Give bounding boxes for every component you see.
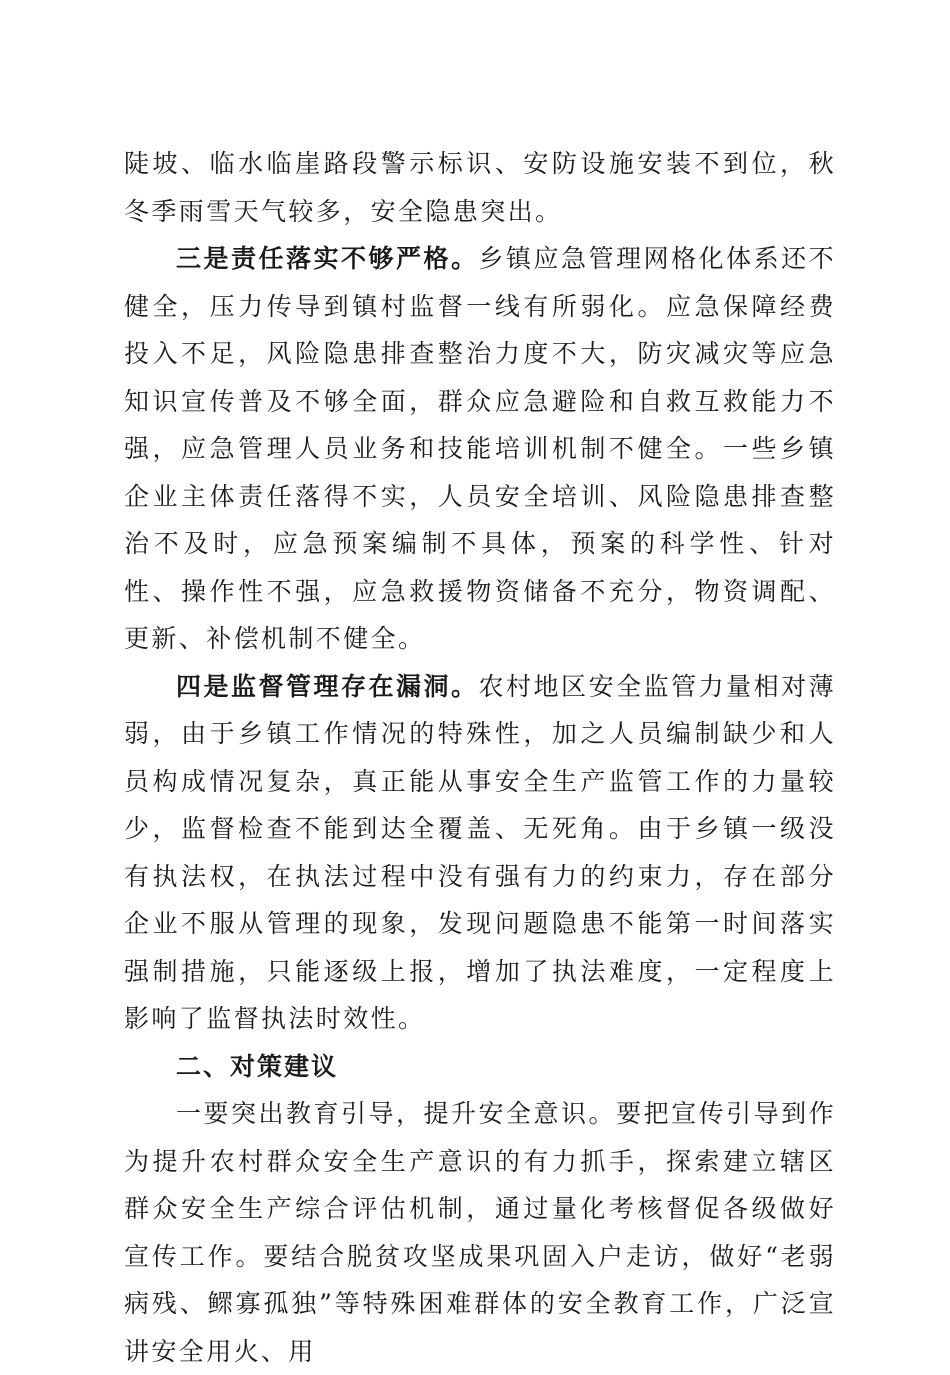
document-body	[124, 140, 836, 1375]
paragraph-text: 农村地区安全监管力量相对薄弱，由于乡镇工作情况的特殊性，加之人员编制缺少和人员构成情况复杂，真正能从事安全生产监管工作的力量较少，监督检查不能到达全覆盖、无死角。由于乡镇一级没有执法权，在执法过程中没有强有力的约束力，存在部分企业不服从管理的现象，发现问题隐患不能第一时间落实强制措施，只能逐级上报，增加了执法难度，一定程度上影响了监督执法时效性。	[124, 671, 836, 1033]
paragraph-text: 一要突出教育引导，提升安全意识。要把宣传引导到作为提升农村群众安全生产意识的有力抓手，探索建立辖区群众安全生产综合评估机制，通过量化考核督促各级做好宣传工作。要结合脱贫攻坚成果巩固入户走访，做好“老弱病残、鳏寡孤独”等特殊困难群体的安全教育工作，广泛宣讲安全用火、用	[124, 1099, 836, 1366]
paragraph-responsibility	[124, 235, 836, 663]
paragraph-road-hazards	[124, 140, 836, 235]
paragraph-supervision	[124, 663, 836, 1043]
paragraph-text: 陡坡、临水临崖路段警示标识、安防设施安装不到位，秋冬季雨雪天气较多，安全隐患突出。	[124, 149, 836, 226]
section-heading: 二、对策建议	[176, 1051, 339, 1081]
paragraph-lead: 三是责任落实不够严格。	[176, 244, 479, 273]
paragraph-text: 乡镇应急管理网格化体系还不健全，压力传导到镇村监督一线有所弱化。应急保障经费投入不足，风险隐患排查整治力度不大，防灾减灾等应急知识宣传普及不够全面，群众应急避险和自救互救能力不强，应急管理人员业务和技能培训机制不健全。一些乡镇企业主体责任落得不实，人员安全培训、风险隐患排查整治不及时，应急预案编制不具体，预案的科学性、针对性、操作性不强，应急救援物资储备不充分，物资调配、更新、补偿机制不健全。	[124, 244, 836, 653]
paragraph-education	[124, 1090, 836, 1375]
paragraph-lead: 四是监督管理存在漏洞。	[176, 671, 479, 701]
